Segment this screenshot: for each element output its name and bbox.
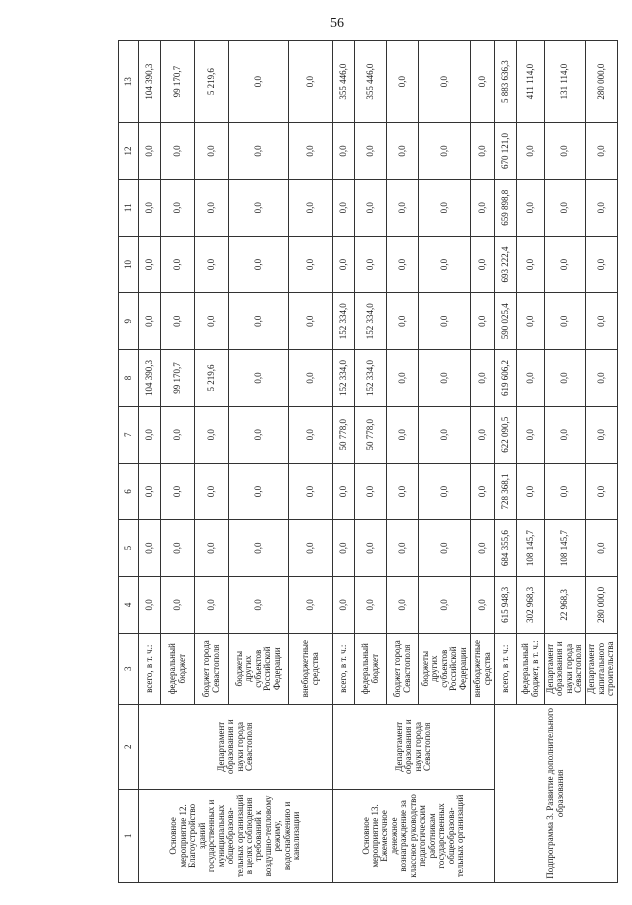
funding-source: бюджеты других субъектов Российской Федерации: [229, 633, 289, 704]
value-cell: 0,0: [585, 463, 617, 520]
value-cell: 0,0: [471, 577, 495, 634]
value-cell: 0,0: [195, 123, 229, 180]
value-cell: 0,0: [545, 179, 586, 236]
value-cell: 0,0: [229, 293, 289, 350]
value-cell: 0,0: [471, 520, 495, 577]
value-cell: 22 968,3: [545, 577, 586, 634]
col-header: 11: [119, 179, 139, 236]
value-cell: 152 334,0: [355, 350, 387, 407]
value-cell: 355 446,0: [333, 41, 355, 123]
value-cell: 590 025,4: [495, 293, 517, 350]
value-cell: 0,0: [229, 41, 289, 123]
value-cell: 0,0: [387, 236, 419, 293]
value-cell: 0,0: [355, 577, 387, 634]
value-cell: 0,0: [195, 179, 229, 236]
value-cell: 728 368,1: [495, 463, 517, 520]
value-cell: 0,0: [229, 577, 289, 634]
col-header: 3: [119, 633, 139, 704]
value-cell: 411 114,0: [517, 41, 545, 123]
value-cell: 99 170,7: [161, 41, 195, 123]
value-cell: 0,0: [585, 236, 617, 293]
value-cell: 0,0: [139, 577, 161, 634]
col-header: 5: [119, 520, 139, 577]
value-cell: 0,0: [289, 520, 333, 577]
value-cell: 0,0: [585, 520, 617, 577]
value-cell: 0,0: [289, 123, 333, 180]
value-cell: 0,0: [289, 350, 333, 407]
value-cell: 0,0: [471, 406, 495, 463]
value-cell: 0,0: [289, 236, 333, 293]
value-cell: 302 968,3: [517, 577, 545, 634]
funding-source: Департамент образования и науки города Севастополя: [545, 633, 586, 704]
value-cell: 0,0: [229, 463, 289, 520]
value-cell: 0,0: [161, 236, 195, 293]
value-cell: 0,0: [517, 463, 545, 520]
value-cell: 131 114,0: [545, 41, 586, 123]
value-cell: 0,0: [471, 123, 495, 180]
value-cell: 0,0: [139, 520, 161, 577]
col-header: 1: [119, 789, 139, 882]
value-cell: 280 000,0: [585, 577, 617, 634]
value-cell: 0,0: [161, 577, 195, 634]
value-cell: 0,0: [355, 520, 387, 577]
value-cell: 693 222,4: [495, 236, 517, 293]
value-cell: 0,0: [517, 236, 545, 293]
value-cell: 0,0: [195, 520, 229, 577]
col-header: 4: [119, 577, 139, 634]
value-cell: 0,0: [333, 123, 355, 180]
value-cell: 0,0: [161, 520, 195, 577]
subprogram-title: Подпрограмма 3. Развитие дополнительного образования: [495, 704, 618, 882]
value-cell: 0,0: [387, 463, 419, 520]
funding-source: бюджет города Севастополя: [195, 633, 229, 704]
table-frame: [118, 40, 615, 883]
measure-title: Основное мероприятие 12. Благоустройство зданий государственных и муниципальных общеобразова-тельных организаций в целях соблюдения требований к воздушно-тепловому режиму, водоснабжению и канализации: [139, 789, 333, 882]
value-cell: 5 219,6: [195, 41, 229, 123]
value-cell: 0,0: [161, 179, 195, 236]
value-cell: 0,0: [387, 577, 419, 634]
col-header: 10: [119, 236, 139, 293]
value-cell: 355 446,0: [355, 41, 387, 123]
header-row: [119, 41, 139, 883]
table-row: [139, 41, 161, 883]
value-cell: 0,0: [517, 179, 545, 236]
responsible-dept: Департамент образования и науки города Севастополя: [139, 704, 333, 789]
funding-source: бюджет города Севастополя: [387, 633, 419, 704]
value-cell: 0,0: [229, 123, 289, 180]
value-cell: 0,0: [419, 236, 471, 293]
value-cell: 0,0: [419, 406, 471, 463]
value-cell: 99 170,7: [161, 350, 195, 407]
col-header: 2: [119, 704, 139, 789]
value-cell: 50 778,0: [333, 406, 355, 463]
value-cell: 0,0: [517, 350, 545, 407]
col-header: 6: [119, 463, 139, 520]
value-cell: 0,0: [195, 236, 229, 293]
value-cell: 0,0: [355, 236, 387, 293]
col-header: 8: [119, 350, 139, 407]
value-cell: 0,0: [289, 577, 333, 634]
value-cell: 0,0: [139, 236, 161, 293]
value-cell: 0,0: [139, 463, 161, 520]
value-cell: 0,0: [545, 236, 586, 293]
funding-source: бюджеты других субъектов Российской Федерации: [419, 633, 471, 704]
value-cell: 0,0: [585, 350, 617, 407]
value-cell: 0,0: [161, 123, 195, 180]
value-cell: 0,0: [161, 463, 195, 520]
col-header: 13: [119, 41, 139, 123]
value-cell: 0,0: [195, 406, 229, 463]
table-row: [333, 41, 355, 883]
value-cell: 0,0: [419, 463, 471, 520]
value-cell: 0,0: [195, 463, 229, 520]
value-cell: 0,0: [517, 293, 545, 350]
col-header: 7: [119, 406, 139, 463]
responsible-dept: Департамент образования и науки города Севастополя: [333, 704, 495, 789]
value-cell: 622 090,5: [495, 406, 517, 463]
value-cell: 5 219,6: [195, 350, 229, 407]
value-cell: 108 145,7: [545, 520, 586, 577]
value-cell: 0,0: [419, 123, 471, 180]
value-cell: 0,0: [355, 179, 387, 236]
value-cell: 0,0: [161, 293, 195, 350]
col-header: 12: [119, 123, 139, 180]
value-cell: 0,0: [333, 463, 355, 520]
budget-table: [118, 40, 618, 883]
value-cell: 0,0: [387, 406, 419, 463]
value-cell: 0,0: [419, 179, 471, 236]
value-cell: 0,0: [229, 520, 289, 577]
funding-source: внебюджетные средства: [289, 633, 333, 704]
value-cell: 0,0: [195, 577, 229, 634]
funding-source: федеральный бюджет: [161, 633, 195, 704]
value-cell: 659 898,8: [495, 179, 517, 236]
value-cell: 0,0: [387, 350, 419, 407]
funding-source: Департамент капитального строительства: [585, 633, 617, 704]
value-cell: 0,0: [471, 350, 495, 407]
value-cell: 0,0: [471, 41, 495, 123]
value-cell: 0,0: [471, 236, 495, 293]
value-cell: 0,0: [585, 293, 617, 350]
value-cell: 0,0: [229, 179, 289, 236]
value-cell: 0,0: [419, 293, 471, 350]
rotated-table-container: [118, 40, 615, 883]
value-cell: 0,0: [545, 350, 586, 407]
value-cell: 684 355,6: [495, 520, 517, 577]
value-cell: 152 334,0: [333, 293, 355, 350]
funding-source: всего, в т. ч.:: [139, 633, 161, 704]
funding-source: федеральный бюджет, в т. ч.:: [517, 633, 545, 704]
value-cell: 0,0: [387, 123, 419, 180]
value-cell: 5 883 636,3: [495, 41, 517, 123]
value-cell: 0,0: [289, 463, 333, 520]
value-cell: 0,0: [585, 123, 617, 180]
value-cell: 0,0: [333, 577, 355, 634]
value-cell: 0,0: [517, 123, 545, 180]
value-cell: 0,0: [545, 463, 586, 520]
value-cell: 0,0: [333, 236, 355, 293]
value-cell: 0,0: [139, 406, 161, 463]
value-cell: 0,0: [289, 41, 333, 123]
page-number: 56: [330, 16, 344, 31]
value-cell: 0,0: [517, 406, 545, 463]
value-cell: 0,0: [387, 293, 419, 350]
value-cell: 0,0: [387, 179, 419, 236]
value-cell: 0,0: [195, 293, 229, 350]
funding-source: всего, в т. ч.:: [333, 633, 355, 704]
col-header: 9: [119, 293, 139, 350]
value-cell: 0,0: [229, 406, 289, 463]
value-cell: 0,0: [545, 123, 586, 180]
value-cell: 0,0: [585, 179, 617, 236]
value-cell: 108 145,7: [517, 520, 545, 577]
value-cell: 0,0: [545, 293, 586, 350]
value-cell: 0,0: [333, 520, 355, 577]
value-cell: 50 778,0: [355, 406, 387, 463]
value-cell: 0,0: [471, 293, 495, 350]
funding-source: федеральный бюджет: [355, 633, 387, 704]
funding-source: всего, в т. ч.:: [495, 633, 517, 704]
value-cell: 670 121,0: [495, 123, 517, 180]
value-cell: 0,0: [289, 293, 333, 350]
value-cell: 0,0: [471, 463, 495, 520]
value-cell: 0,0: [289, 179, 333, 236]
value-cell: 0,0: [419, 577, 471, 634]
value-cell: 619 606,2: [495, 350, 517, 407]
funding-source: внебюджетные средства: [471, 633, 495, 704]
table-row: [495, 41, 517, 883]
value-cell: 104 390,3: [139, 350, 161, 407]
value-cell: 0,0: [387, 41, 419, 123]
value-cell: 0,0: [333, 179, 355, 236]
value-cell: 152 334,0: [333, 350, 355, 407]
value-cell: 0,0: [419, 41, 471, 123]
value-cell: 0,0: [387, 520, 419, 577]
value-cell: 0,0: [289, 406, 333, 463]
value-cell: 0,0: [161, 406, 195, 463]
value-cell: 152 334,0: [355, 293, 387, 350]
value-cell: 0,0: [139, 293, 161, 350]
value-cell: 0,0: [545, 406, 586, 463]
value-cell: 0,0: [139, 123, 161, 180]
value-cell: 0,0: [229, 350, 289, 407]
value-cell: 280 000,0: [585, 41, 617, 123]
value-cell: 0,0: [419, 520, 471, 577]
value-cell: 0,0: [139, 179, 161, 236]
value-cell: 0,0: [355, 463, 387, 520]
value-cell: 615 948,3: [495, 577, 517, 634]
measure-title: Основное мероприятие 13. Ежемесячное денежное вознаграждение за классное руководство педагогическим работникам государственных общеобразова-тельных организаций: [333, 789, 495, 882]
value-cell: 104 390,3: [139, 41, 161, 123]
value-cell: 0,0: [471, 179, 495, 236]
value-cell: 0,0: [355, 123, 387, 180]
value-cell: 0,0: [419, 350, 471, 407]
value-cell: 0,0: [585, 406, 617, 463]
value-cell: 0,0: [229, 236, 289, 293]
